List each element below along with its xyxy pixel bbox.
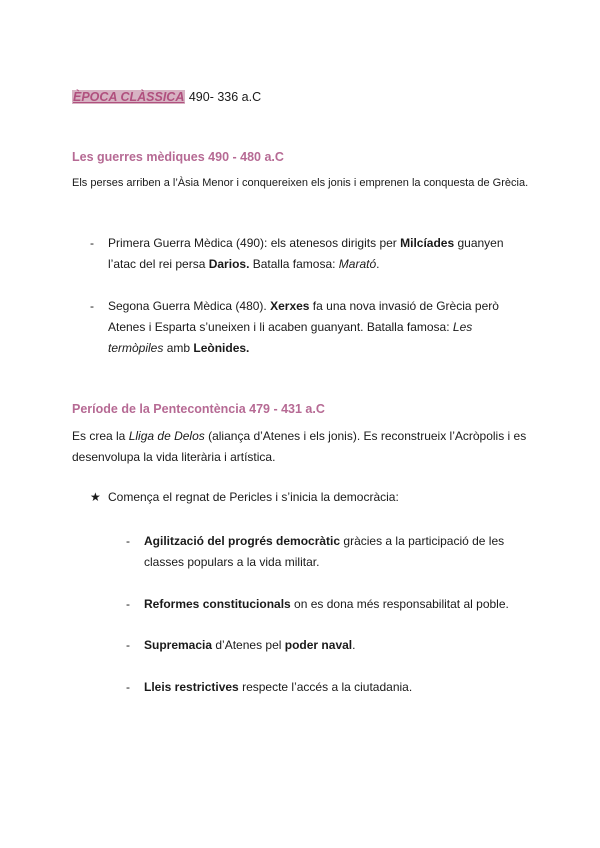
bullet-dash: - bbox=[126, 638, 130, 652]
subitem-democratic-progress: Agilització del progrés democràtic gràcies a la participació de les classes populars a la vida militar. bbox=[144, 534, 505, 569]
subitem-constitutional-reforms: Reformes constitucionals on es dona més responsabilitat al poble. bbox=[144, 597, 509, 611]
list-item-pericles: Comença el regnat de Pericles i s’inicia la democràcia: bbox=[108, 490, 399, 504]
star-icon: ★ bbox=[90, 490, 101, 504]
bullet-dash: - bbox=[126, 597, 130, 611]
section1-heading: Les guerres mèdiques 490 - 480 a.C bbox=[72, 150, 284, 164]
section1-intro: Els perses arriben a l’Àsia Menor i conquereixen els jonis i emprenen la conquesta de Grècia. bbox=[72, 177, 529, 189]
bullet-dash: - bbox=[126, 534, 130, 548]
subitem-restrictive-laws: Lleis restrictives respecte l’accés a la ciutadania. bbox=[144, 680, 413, 694]
section2-intro: Es crea la Lliga de Delos (aliança d’Atenes i els jonis). Es reconstrueix l’Acròpolis i es desenvolupa la vida literària i artística. bbox=[72, 429, 527, 464]
list-item-first-war: Primera Guerra Mèdica (490): els atenesos dirigits per Milcíades guanyen l’atac del rei persa Darios. Batalla famosa: Marató. bbox=[108, 236, 504, 271]
list-item-second-war: Segona Guerra Mèdica (480). Xerxes fa una nova invasió de Grècia però Atenes i Esparta s’uneixen i li acaben guanyant. Batalla famosa: Les termòpiles amb Leònides. bbox=[108, 299, 499, 355]
document-title bbox=[72, 90, 261, 104]
title-highlight: ÈPOCA CLÀSSICA bbox=[73, 90, 185, 104]
title-dates: 490- 336 a.C bbox=[185, 90, 262, 104]
bullet-dash: - bbox=[90, 299, 94, 313]
bullet-dash: - bbox=[126, 680, 130, 694]
section2-heading: Període de la Pentecontència 479 - 431 a.C bbox=[72, 402, 325, 416]
bullet-dash: - bbox=[90, 236, 94, 250]
subitem-naval-supremacy: Supremacia d’Atenes pel poder naval. bbox=[144, 638, 356, 652]
